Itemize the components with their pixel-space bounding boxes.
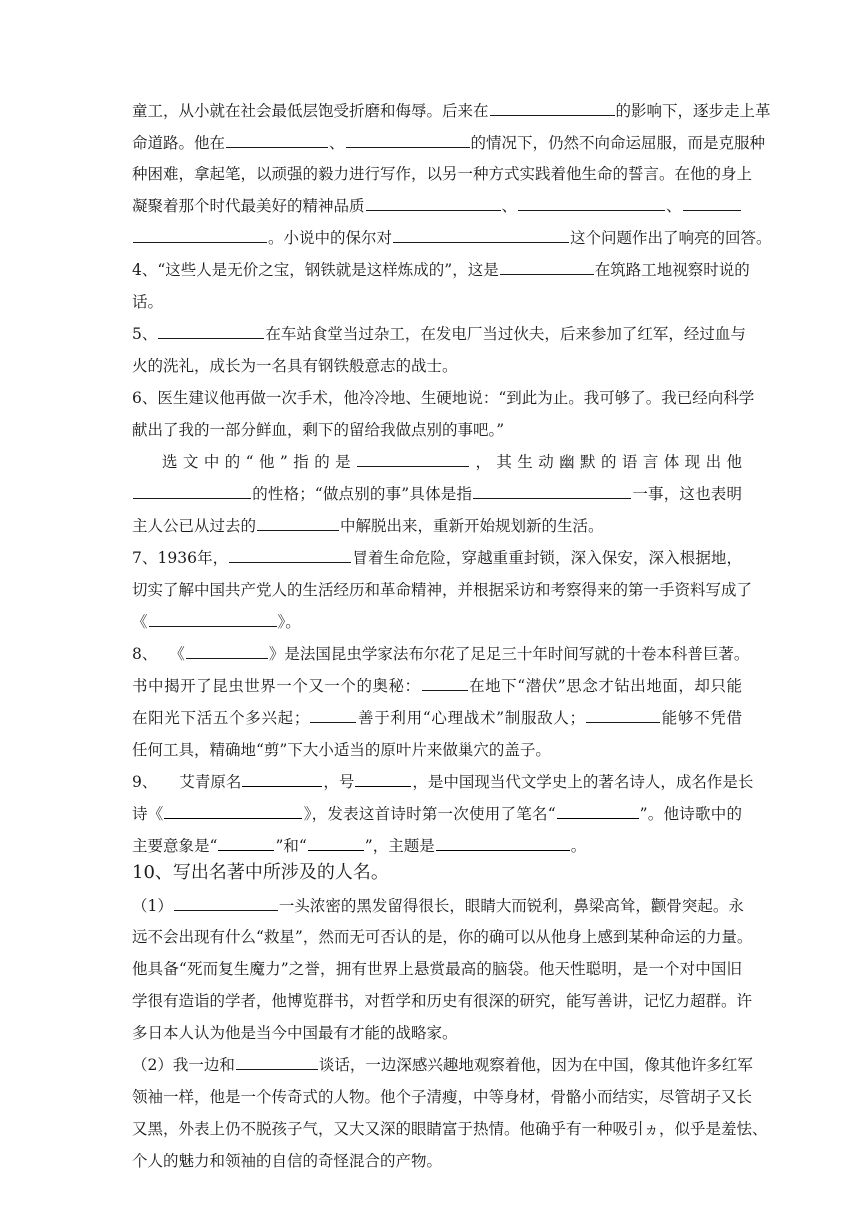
answer-blank[interactable] [357, 450, 469, 467]
answer-blank[interactable] [242, 770, 322, 787]
q9-line-1: 9、 艾青原名 ，号 ，是中国现当代文学史上的著名诗人，成名作是长 [132, 770, 742, 794]
answer-blank[interactable] [355, 770, 411, 787]
answer-blank[interactable] [257, 514, 339, 531]
q5-line-1: 5、 在车站食堂当过杂工，在发电厂当过伙夫，后来参加了红军，经过血与 [132, 322, 742, 346]
q10-p2-line-2: 领袖一样，他是一个传奇式的人物。他个子清瘦，中等身材，骨骼小而结实，尽管胡子又长 [132, 1088, 753, 1106]
answer-blank[interactable] [500, 258, 594, 275]
q7-line-2: 切实了解中国共产党人的生活经历和革命精神，并根据采访和考察得来的第一手资料写成了 [132, 581, 753, 599]
answer-blank[interactable] [133, 226, 267, 243]
q10-p1-line-1: （1） 一头浓密的黑发留得很长，眼睛大而锐利，鼻梁高耸，颧骨突起。永 [132, 894, 742, 918]
answer-blank[interactable] [133, 482, 251, 499]
answer-blank[interactable] [436, 834, 570, 851]
answer-blank[interactable] [346, 131, 470, 148]
q6-line-3: 选文中的“他”指的是 ，其生动幽默的语言体现出他 [162, 450, 742, 474]
q10-p2-line-3: 又黑，外表上仍不脱孩子气，又大又深的眼睛富于热情。他确乎有一种吸引ヵ，似乎是羞怯、 [132, 1120, 768, 1138]
q10-p2-line-4: 个人的魅力和领袖的自信的奇怪混合的产物。 [132, 1152, 443, 1170]
q8-line-1: 8、 《 》是法国昆虫学家法布尔花了足足三十年时间写就的十卷本科普巨著。 [132, 642, 742, 666]
q10-p1-line-2: 远不会出现有什么“救星”，然而无可否认的是，你的确可以从他身上感到某种命运的力量。 [132, 928, 753, 946]
answer-blank[interactable] [236, 1053, 318, 1070]
q6-line-4: 的性格；“做点别的事”具体是指 一事，这也表明 [132, 482, 742, 506]
answer-blank[interactable] [473, 482, 631, 499]
q7-line-3: 《 》。 [132, 610, 742, 634]
answer-blank[interactable] [226, 131, 328, 148]
q10-p1-line-5: 多日本人认为他是当今中国最有才能的战略家。 [132, 1024, 458, 1042]
q10-p2-line-1: （2）我一边和 谈话，一边深感兴趣地观察着他，因为在中国，像其他许多红军 [132, 1053, 742, 1077]
q7-line-1: 7、1936年， 冒着生命危险，穿越重重封锁，深入保安，深入根据地， [132, 546, 742, 570]
q3-line-5: 。小说中的保尔对 这个问题作出了响亮的回答。 [132, 226, 752, 250]
q8-line-4: 任何工具，精确地“剪”下大小适当的原叶片来做巢穴的盖子。 [132, 741, 551, 759]
q6-line-1: 6、医生建议他再做一次手术，他冷冷地、生硬地说：“到此为止。我可够了。我已经向科学 [132, 389, 755, 407]
q3-line-1: 童工，从小就在社会最低层饱受折磨和侮辱。后来在 的影响下，逐步走上革 [132, 99, 742, 123]
answer-blank[interactable] [310, 706, 356, 723]
answer-blank[interactable] [422, 674, 468, 691]
q5-line-2: 火的洗礼，成长为一名具有钢铁般意志的战士。 [132, 357, 458, 375]
answer-blank[interactable] [366, 194, 501, 211]
answer-blank[interactable] [683, 194, 741, 211]
q9-line-2: 诗《 》，发表这首诗时第一次使用了笔名“ ”。他诗歌中的 [132, 802, 742, 826]
q6-line-5: 主人公已从过去的 中解脱出来，重新开始规划新的生活。 [132, 514, 742, 538]
answer-blank[interactable] [393, 226, 569, 243]
answer-blank[interactable] [518, 194, 665, 211]
answer-blank[interactable] [229, 546, 351, 563]
q9-line-3: 主要意象是“ ”和“ ”，主题是 。 [132, 834, 742, 858]
q10-heading: 10、写出名著中所涉及的人名。 [132, 862, 389, 883]
q8-line-2: 书中揭开了昆虫世界一个又一个的奥秘： 在地下“潜伏”思念才钻出地面，却只能 [132, 674, 742, 698]
q10-p1-line-3: 他具备“死而复生魔力”之誉，拥有世界上悬赏最高的脑袋。他天性聪明，是一个对中国旧 [132, 960, 742, 978]
q8-line-3: 在阳光下活五个多兴起； 善于利用“心理战术”制服敌人； 能够不凭借 [132, 706, 742, 730]
q6-line-2: 献出了我的一部分鲜血，剩下的留给我做点别的事吧。” [132, 421, 505, 439]
q3-line-2: 命道路。他在 、 的情况下，仍然不向命运屈服，而是克服种 [132, 131, 742, 155]
answer-blank[interactable] [174, 894, 278, 911]
q4-line-1: 4、“这些人是无价之宝，钢铁就是这样炼成的”，这是 在筑路工地视察时说的 [132, 258, 742, 282]
q3-line-3: 种困难，拿起笔，以顽强的毅力进行写作，以另一种方式实践着他生命的誓言。在他的身上 [132, 165, 753, 183]
answer-blank[interactable] [149, 610, 277, 627]
q10-p1-line-4: 学很有造诣的学者，他博览群书，对哲学和历史有很深的研究，能写善讲，记忆力超群。许 [132, 992, 753, 1010]
answer-blank[interactable] [186, 642, 268, 659]
answer-blank[interactable] [490, 99, 615, 116]
answer-blank[interactable] [557, 802, 639, 819]
answer-blank[interactable] [586, 706, 660, 723]
answer-blank[interactable] [308, 834, 364, 851]
q4-line-2: 话。 [132, 293, 164, 311]
answer-blank[interactable] [218, 834, 274, 851]
answer-blank[interactable] [158, 322, 264, 339]
q3-line-4: 凝聚着那个时代最美好的精神品质 、 、 [132, 194, 742, 218]
answer-blank[interactable] [164, 802, 302, 819]
